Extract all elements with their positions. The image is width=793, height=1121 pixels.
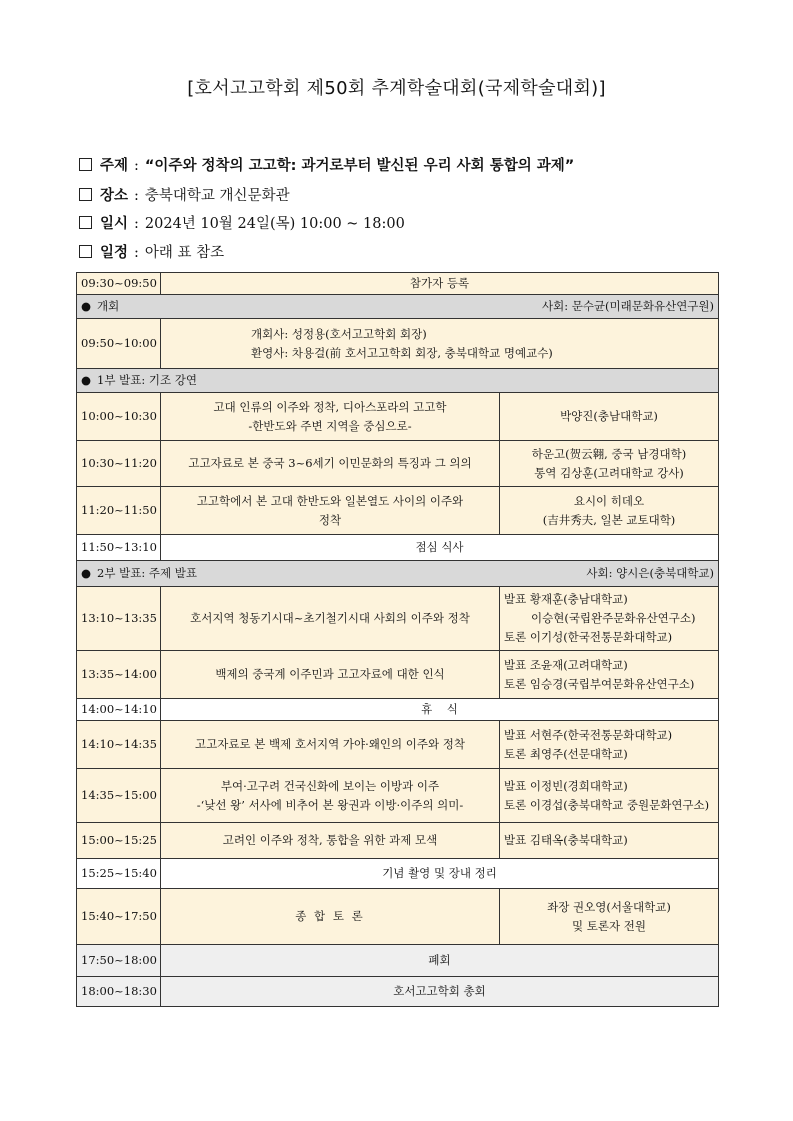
presenter: 발표 서현주(한국전통문화대학교) [504, 727, 673, 742]
schedule-table [76, 272, 719, 1007]
event-cell: 기념 촬영 및 장내 정리 [161, 859, 719, 889]
table-row [77, 699, 719, 721]
bullet-icon: ● [81, 299, 92, 313]
talk-title-cont: 정착 [318, 512, 342, 527]
time-cell: 11:50~13:10 [77, 535, 161, 561]
discussant: 토론 최영주(선문대학교) [504, 746, 628, 761]
checkbox-square-icon [79, 158, 92, 171]
time-cell: 14:00~14:10 [77, 699, 161, 721]
speaker: 요시이 히데오 [573, 493, 645, 508]
time-cell: 14:10~14:35 [77, 721, 161, 769]
discussants-all: 및 토론자 전원 [572, 918, 646, 933]
time-cell: 15:25~15:40 [77, 859, 161, 889]
info-label: 장소 [100, 188, 129, 204]
opening-speech: 개회사: 성정용(호서고고학회 회장) [251, 326, 427, 341]
bullet-icon: ● [81, 373, 92, 387]
speaker: 하운고(贺云翱, 중국 남경대학) [531, 446, 687, 461]
section-host: 사회: 양시은(충북대학교) [586, 566, 715, 580]
info-value: “이주와 정착의 고고학: 과거로부터 발신된 우리 사회 통합의 과제” [144, 158, 575, 174]
section-header [77, 369, 719, 393]
talk-title: 고대 인류의 이주와 정착, 디아스포라의 고고학 [213, 399, 447, 414]
info-value: 아래 표 참조 [144, 245, 225, 261]
talk-subtitle: -한반도와 주변 지역을 중심으로- [248, 418, 412, 433]
discussant: 토론 이경섭(충북대학교 중원문화연구소) [504, 797, 710, 812]
table-row [77, 273, 719, 295]
table-row [77, 587, 719, 651]
talk-title: 고고자료로 본 중국 3~6세기 이민문화의 특징과 그 의의 [161, 441, 500, 487]
discussant: 토론 이기성(한국전통문화대학교) [504, 630, 673, 644]
presenter: 발표 이정빈(경희대학교) [504, 778, 628, 793]
table-row [77, 977, 719, 1007]
table-row [77, 319, 719, 369]
table-row [77, 889, 719, 945]
table-row [77, 769, 719, 823]
table-row [77, 487, 719, 535]
time-cell: 09:50~10:00 [77, 319, 161, 369]
welcome-speech: 환영사: 차용걸(前 호서고고학회 회장, 충북대학교 명예교수) [251, 345, 553, 360]
section-header [77, 295, 719, 319]
interpreter: 통역 김상훈(고려대학교 강사) [534, 465, 684, 480]
time-cell: 13:10~13:35 [77, 587, 161, 651]
time-cell: 13:35~14:00 [77, 651, 161, 699]
info-label: 일정 [100, 245, 129, 261]
time-cell: 14:35~15:00 [77, 769, 161, 823]
time-cell: 10:30~11:20 [77, 441, 161, 487]
checkbox-square-icon [79, 188, 92, 201]
presenter: 이승현(국립완주문화유산연구소) [531, 611, 696, 625]
presenter: 발표 황재훈(충남대학교) [504, 592, 628, 606]
table-row [77, 945, 719, 977]
table-row [77, 535, 719, 561]
talk-title: 고려인 이주와 정착, 통합을 위한 과제 모색 [161, 823, 500, 859]
time-cell: 17:50~18:00 [77, 945, 161, 977]
info-venue: 장소 : 충북대학교 개신문화관 [79, 184, 290, 205]
section-host: 사회: 문수균(미래문화유산연구원) [541, 299, 715, 313]
table-row [77, 721, 719, 769]
info-schedule: 일정 : 아래 표 참조 [79, 241, 224, 262]
bullet-icon: ● [81, 566, 92, 580]
time-cell: 15:00~15:25 [77, 823, 161, 859]
section-title: 1부 발표: 기조 강연 [97, 373, 197, 387]
presenter: 발표 조윤재(고려대학교) [504, 657, 628, 672]
speaker-affiliation: (吉井秀夫, 일본 교토대학) [542, 512, 676, 527]
talk-title: 백제의 중국계 이주민과 고고자료에 대한 인식 [161, 651, 500, 699]
time-cell: 10:00~10:30 [77, 393, 161, 441]
event-cell: 호서고고학회 총회 [161, 977, 719, 1007]
talk-title: 고고학에서 본 고대 한반도와 일본열도 사이의 이주와 [196, 493, 464, 508]
checkbox-square-icon [79, 245, 92, 258]
time-cell: 11:20~11:50 [77, 487, 161, 535]
section-title: 개회 [97, 299, 120, 313]
talk-title: 부여·고구려 건국신화에 보이는 이방과 이주 [220, 778, 440, 793]
moderator: 좌장 권오영(서울대학교) [547, 899, 671, 914]
discussant: 토론 임승경(국립부여문화유산연구소) [504, 676, 695, 691]
info-label: 주제 [100, 158, 129, 174]
info-label: 일시 [100, 216, 129, 232]
event-cell: 참가자 등록 [161, 273, 719, 295]
table-row [77, 859, 719, 889]
info-theme: 주제 : “이주와 정착의 고고학: 과거로부터 발신된 우리 사회 통합의 과제” [79, 154, 574, 175]
talk-title: 고고자료로 본 백제 호서지역 가야·왜인의 이주와 정착 [161, 721, 500, 769]
talk-title: 호서지역 청동기시대~초기철기시대 사회의 이주와 정착 [161, 587, 500, 651]
info-value: 2024년 10월 24일(목) 10:00 ~ 18:00 [144, 216, 405, 232]
table-row [77, 441, 719, 487]
info-value: 충북대학교 개신문화관 [144, 188, 290, 204]
info-date: 일시 : 2024년 10월 24일(목) 10:00 ~ 18:00 [79, 212, 405, 233]
table-row [77, 651, 719, 699]
presenter: 발표 김태옥(충북대학교) [500, 823, 719, 859]
speaker: 박양진(충남대학교) [500, 393, 719, 441]
talk-title: 종 합 토 론 [161, 889, 500, 945]
time-cell: 18:00~18:30 [77, 977, 161, 1007]
time-cell: 09:30~09:50 [77, 273, 161, 295]
page-title: [호서고고학회 제50회 추계학술대회(국제학술대회)] [187, 78, 606, 99]
table-row [77, 393, 719, 441]
event-cell: 휴 식 [161, 699, 719, 721]
time-cell: 15:40~17:50 [77, 889, 161, 945]
table-row [77, 823, 719, 859]
section-header [77, 561, 719, 587]
section-title: 2부 발표: 주제 발표 [97, 566, 197, 580]
event-cell: 점심 식사 [161, 535, 719, 561]
talk-subtitle: -‘낮선 왕’ 서사에 비추어 본 왕권과 이방·이주의 의미- [196, 797, 464, 812]
checkbox-square-icon [79, 216, 92, 229]
event-cell: 폐회 [161, 945, 719, 977]
